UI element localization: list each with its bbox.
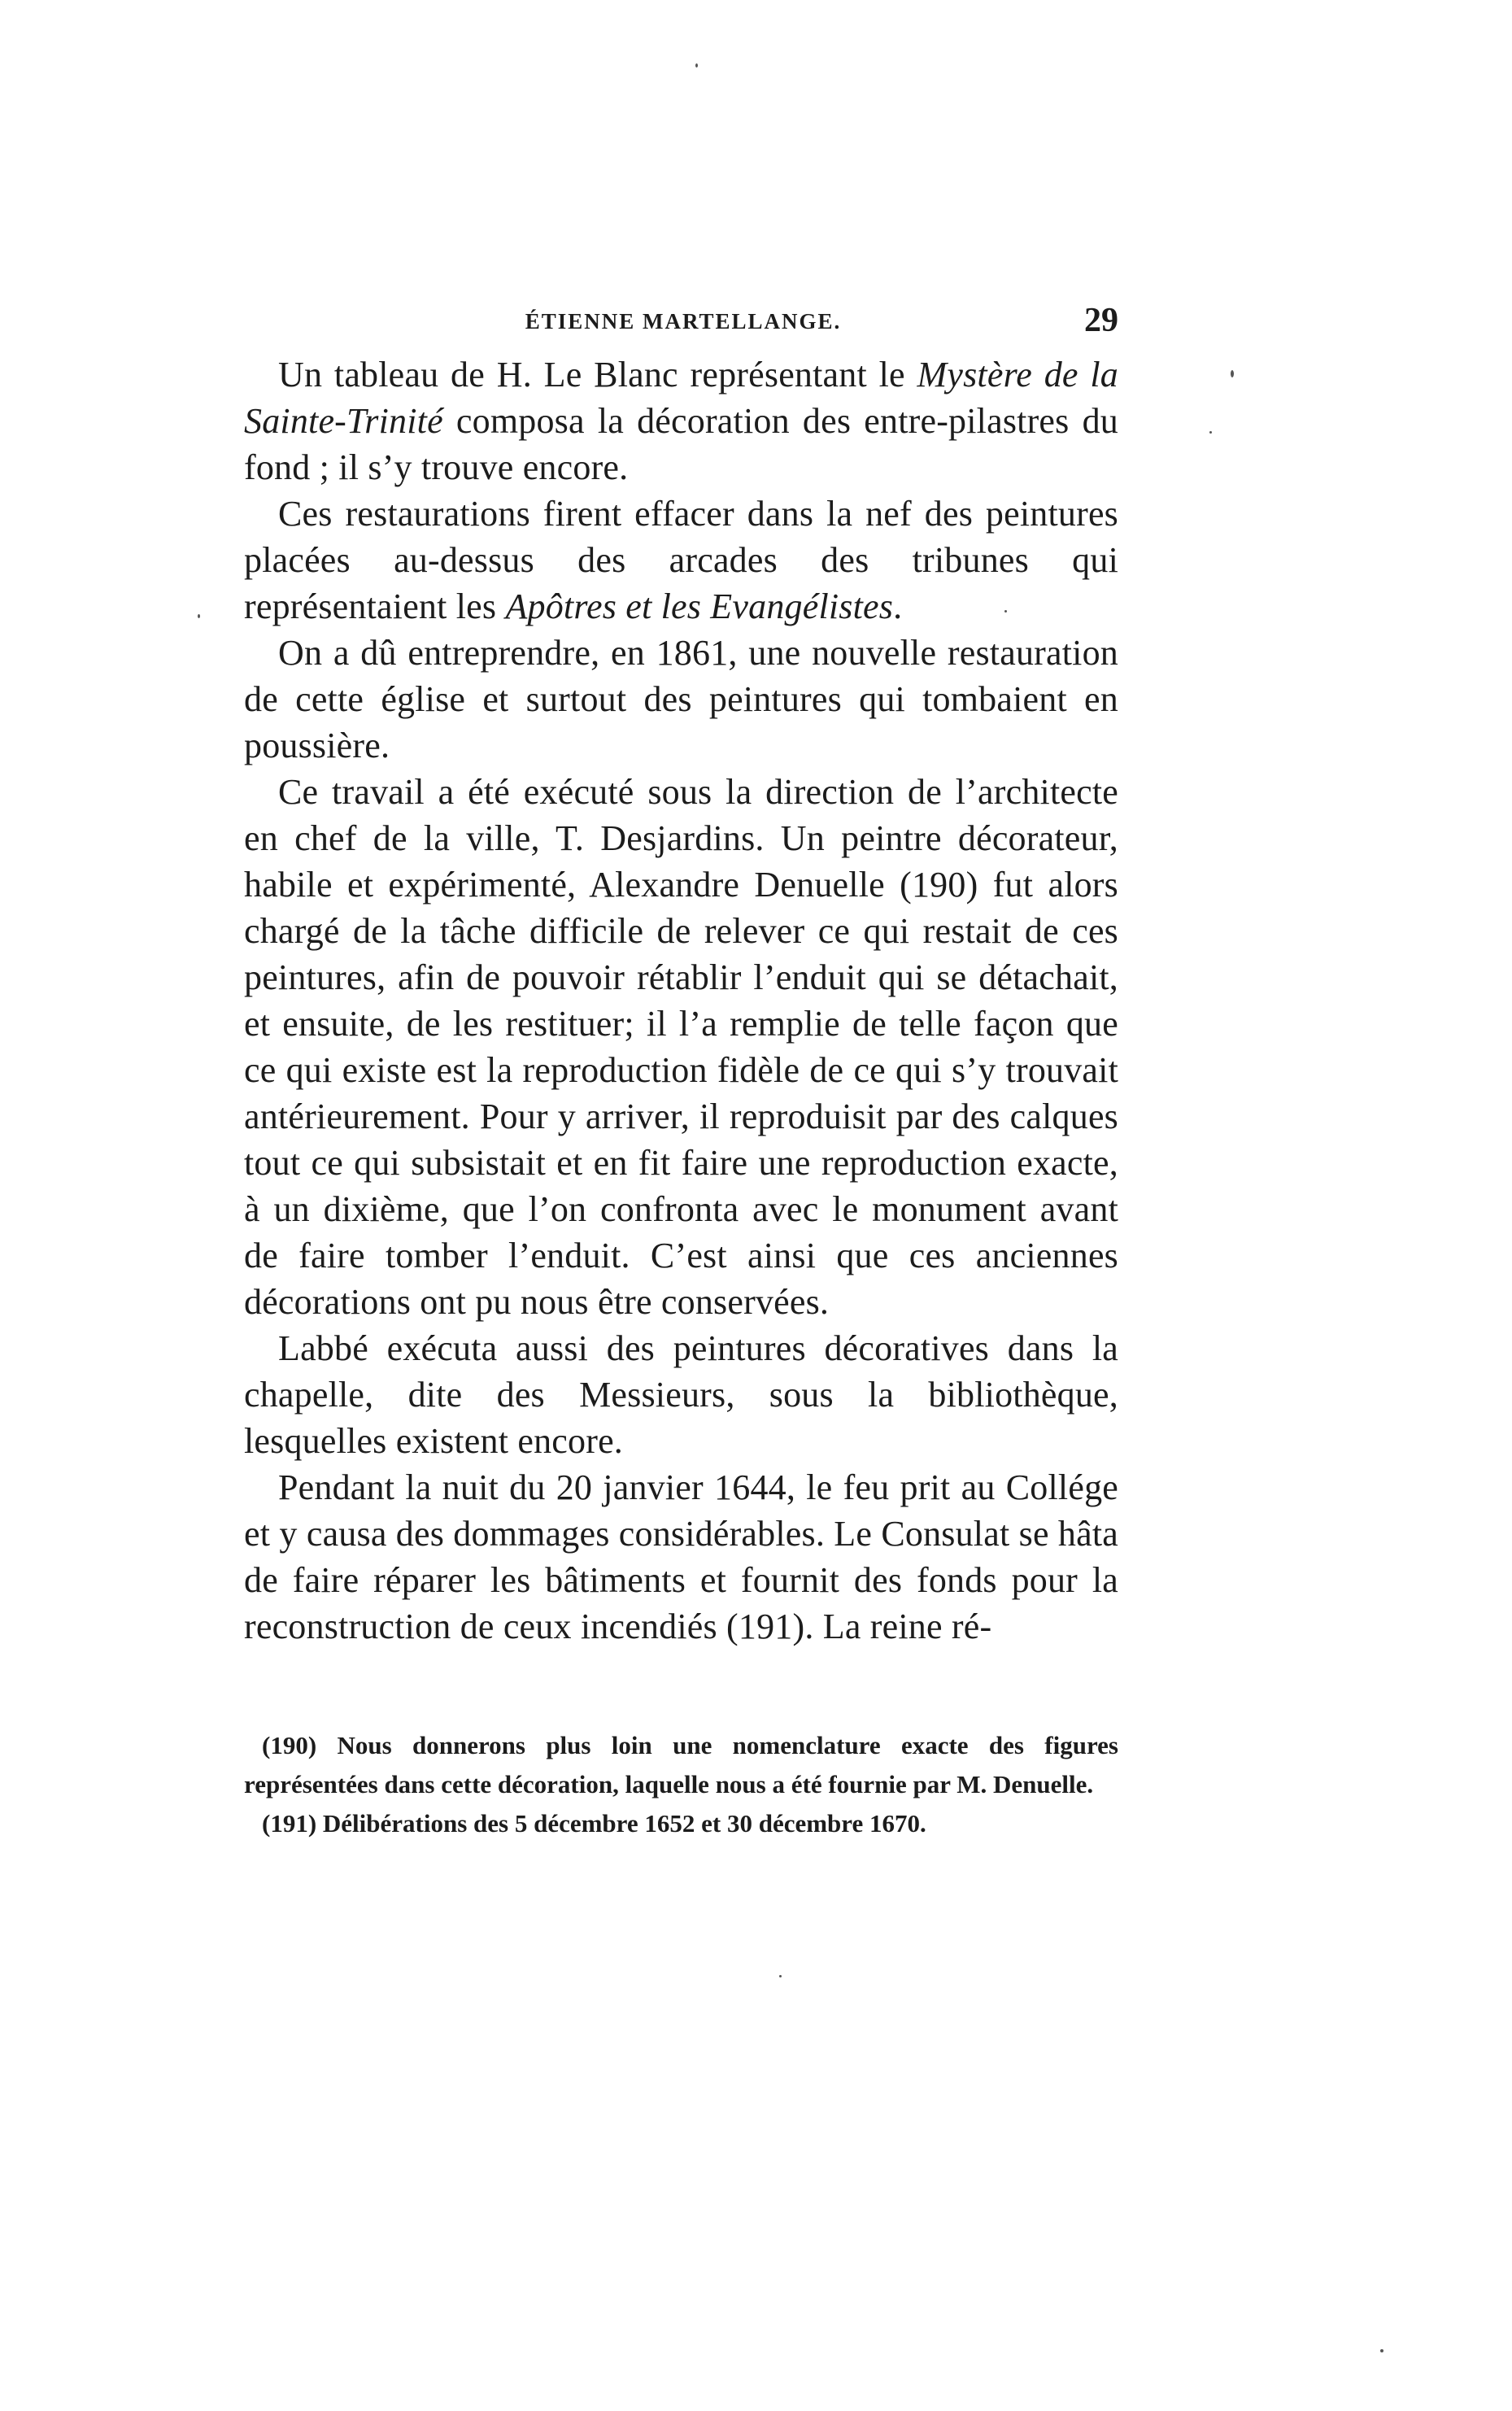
paragraph-2-text-a: Ces restaurations firent effacer dans la nef des peintures placées au-dessus des arcades des tribunes qui représentaient les	[244, 494, 1118, 626]
page-number: 29	[1084, 302, 1118, 339]
footnote-191: (191) Délibérations des 5 décembre 1652 et 30 décembre 1670.	[262, 1809, 926, 1838]
main-text	[244, 351, 1118, 1650]
page-header	[248, 301, 1118, 350]
paragraph-1-text-c: composa la décoration des entre-pilastres du fond ; il s’y trouve encore.	[244, 401, 1118, 487]
scan-speck	[1380, 2349, 1383, 2352]
paragraph-2	[244, 490, 1118, 630]
scan-speck	[695, 63, 698, 68]
scan-speck	[779, 1975, 782, 1977]
scan-speck	[1004, 610, 1007, 613]
paragraph-5: Labbé exécuta aussi des peintures décoratives dans la chapelle, dite des Messieurs, sous la bibliothèque, lesquelles existent encore.	[244, 1328, 1118, 1461]
paragraph-3: On a dû entreprendre, en 1861, une nouvelle restauration de cette église et surtout des peintures qui tombaient en poussière.	[244, 633, 1118, 765]
scan-speck	[198, 614, 200, 618]
footnotes	[244, 1726, 1118, 1843]
paragraph-2-text-c: .	[893, 586, 903, 626]
paragraph-4: Ce travail a été exécuté sous la direction de l’architecte en chef de la ville, T. Desjardins. Un peintre décorateur, habile et expérimenté, Alexandre Denuelle (190) fut alors chargé de la tâche difficile de relever ce qui restait de ces peintures, afin de pouvoir rétablir l’enduit qui se détachait, et ensuite, de les restituer; il l’a remplie de telle façon que ce qui existe est la reproduction fidèle de ce qui s’y trouvait antérieurement. Pour y arriver, il reproduisit par des calques tout ce qui subsistait et en fit faire une reproduction exacte, à un dixième, que l’on confronta avec le monument avant de faire tomber l’enduit. C’est ainsi que ces anciennes décorations ont pu nous être conservées.	[244, 772, 1118, 1322]
paragraph-2-italic: Apôtres et les Evangélistes	[505, 586, 894, 626]
paragraph-1-text-a: Un tableau de H. Le Blanc représentant le	[278, 355, 917, 395]
running-title: ÉTIENNE MARTELLANGE.	[525, 309, 842, 334]
paragraph-1	[244, 351, 1118, 490]
scan-speck	[1231, 370, 1234, 377]
scan-speck	[1209, 431, 1212, 434]
footnote-190: (190) Nous donnerons plus loin une nomenclature exacte des figures représentées dans cette décoration, laquelle nous a été fournie par M. Denuelle.	[244, 1731, 1118, 1798]
paragraph-6: Pendant la nuit du 20 janvier 1644, le feu prit au Collége et y causa des dommages considérables. Le Consulat se hâta de faire réparer les bâtiments et fournit des fonds pour la reconstruction de ceux incendiés (191). La reine ré-	[244, 1467, 1118, 1646]
paragraph-1-italic: Mystère de la Sainte-Trinité	[244, 355, 1118, 441]
